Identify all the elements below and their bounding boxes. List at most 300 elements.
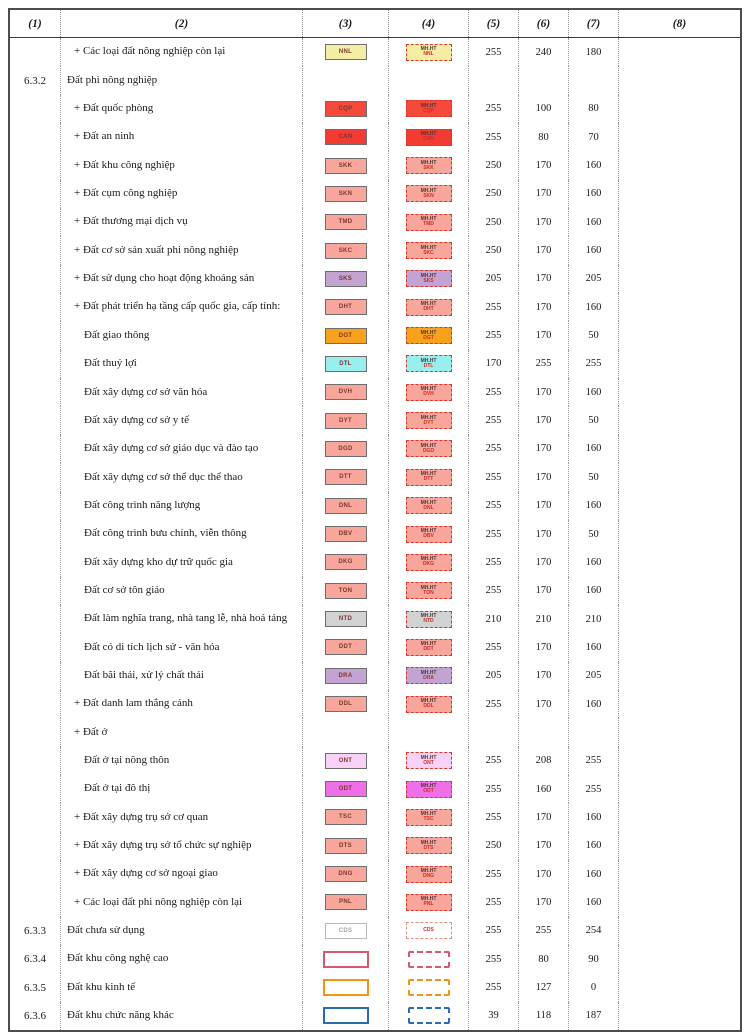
status-dashed-swatch (406, 384, 452, 401)
status-swatch-cell (388, 321, 468, 349)
blue-value: 160 (568, 293, 618, 321)
status-overlay-label: MH.HT (420, 301, 437, 308)
status-code-label: ODT (423, 788, 434, 795)
land-type-cell (60, 123, 302, 151)
red-value: 255 (468, 520, 518, 548)
land-type-cell (60, 888, 302, 916)
status-dashed-swatch (406, 327, 452, 344)
land-type-cell (60, 151, 302, 179)
green-value: 100 (518, 95, 568, 123)
status-code-label: DTS (423, 844, 434, 851)
color-swatch-cell (302, 520, 388, 548)
status-overlay-label: MH.HT (420, 669, 437, 676)
land-type-name: Đất cơ sở tôn giáo (84, 583, 165, 596)
color-swatch-cell (302, 860, 388, 888)
status-dashed-swatch (406, 781, 452, 798)
blue-value: 160 (568, 832, 618, 860)
status-dashed-swatch (406, 129, 452, 146)
status-code-label: NNL (423, 51, 434, 58)
status-swatch-cell (388, 917, 468, 945)
status-code-label: DGT (423, 334, 434, 341)
color-swatch-cell (302, 1002, 388, 1030)
color-swatch-cell (302, 463, 388, 491)
land-type-name: + Đất phát triển hạ tầng cấp quốc gia, cấp tỉnh: (74, 300, 281, 313)
color-swatch: DVH (325, 384, 367, 400)
notes-cell (618, 406, 740, 434)
status-dashed-swatch (406, 44, 452, 61)
land-type-name: Đất phi nông nghiệp (67, 73, 158, 86)
notes-cell (618, 66, 740, 94)
red-value: 255 (468, 548, 518, 576)
blue-value: 160 (568, 690, 618, 718)
green-value: 255 (518, 350, 568, 378)
color-swatch-cell (302, 662, 388, 690)
notes-cell (618, 378, 740, 406)
status-code-label: TMD (423, 221, 434, 228)
status-dashed-swatch (406, 554, 452, 571)
blue-value: 50 (568, 463, 618, 491)
status-dashed-swatch (406, 526, 452, 543)
land-type-name: + Đất an ninh (74, 130, 135, 143)
row-number (10, 463, 60, 491)
blue-value: 254 (568, 917, 618, 945)
land-type-name: + Đất thương mại dịch vụ (74, 215, 188, 228)
color-swatch-cell (302, 945, 388, 973)
status-swatch-cell (388, 605, 468, 633)
status-swatch-cell (388, 378, 468, 406)
land-type-cell (60, 350, 302, 378)
status-dashed-swatch (406, 355, 452, 372)
status-code-label: DKG (422, 561, 435, 568)
land-type-name: Đất thuỷ lợi (84, 357, 137, 370)
green-value: 127 (518, 973, 568, 1001)
land-type-cell (60, 208, 302, 236)
status-swatch-cell (388, 747, 468, 775)
table-header-row (10, 10, 740, 38)
status-overlay-label: MH.HT (420, 641, 437, 648)
column-header-5: (5) (468, 10, 518, 37)
red-value: 250 (468, 208, 518, 236)
land-type-cell (60, 577, 302, 605)
row-number (10, 435, 60, 463)
color-swatch: DRA (325, 668, 367, 684)
notes-cell (618, 208, 740, 236)
green-value: 255 (518, 917, 568, 945)
land-type-name: + Các loại đất phi nông nghiệp còn lại (74, 895, 243, 908)
status-swatch-cell (388, 463, 468, 491)
notes-cell (618, 1002, 740, 1030)
land-type-cell (60, 406, 302, 434)
blue-value: 160 (568, 803, 618, 831)
color-swatch: CDS (325, 923, 367, 939)
color-swatch: DNG (325, 866, 367, 882)
color-swatch-cell (302, 236, 388, 264)
status-code-label: DHT (423, 306, 434, 313)
color-swatch: SKN (325, 186, 367, 202)
table-row (10, 123, 740, 151)
color-swatch: DGD (325, 441, 367, 457)
row-number (10, 832, 60, 860)
blue-value: 0 (568, 973, 618, 1001)
land-type-cell (60, 321, 302, 349)
blue-value: 80 (568, 95, 618, 123)
color-swatch-cell (302, 321, 388, 349)
land-type-cell (60, 66, 302, 94)
column-header-3: (3) (302, 10, 388, 37)
land-type-cell (60, 917, 302, 945)
status-dashed-swatch (406, 894, 452, 911)
status-code-label: SKC (423, 249, 434, 256)
status-overlay-label: MH.HT (420, 357, 437, 364)
status-overlay-label: MH.HT (420, 584, 437, 591)
row-number: 6.3.6 (24, 1009, 46, 1022)
status-dashed-swatch (406, 157, 452, 174)
land-type-cell (60, 265, 302, 293)
status-swatch-cell (388, 208, 468, 236)
notes-cell (618, 747, 740, 775)
green-value: 170 (518, 832, 568, 860)
land-type-cell (60, 38, 302, 66)
land-type-name: + Các loại đất nông nghiệp còn lại (74, 45, 226, 58)
color-swatch-cell (302, 293, 388, 321)
status-code-label: NTD (423, 618, 434, 625)
blue-value: 160 (568, 633, 618, 661)
status-overlay-label: MH.HT (420, 46, 437, 53)
color-swatch-cell (302, 38, 388, 66)
land-type-name: + Đất xây dựng cơ sở ngoại giao (74, 867, 218, 880)
notes-cell (618, 435, 740, 463)
color-swatch: ONT (325, 753, 367, 769)
status-swatch-cell (388, 1002, 468, 1030)
green-value: 170 (518, 548, 568, 576)
status-code-label: DYT (423, 419, 434, 426)
green-value: 160 (518, 775, 568, 803)
color-swatch: TON (325, 583, 367, 599)
table-row (10, 1002, 740, 1030)
outline-dashed-swatch (408, 1007, 450, 1024)
notes-cell (618, 95, 740, 123)
status-overlay-label: MH.HT (420, 499, 437, 506)
row-number: 6.3.4 (24, 953, 46, 966)
outline-swatch (323, 1007, 369, 1024)
color-swatch-cell (302, 435, 388, 463)
color-swatch-cell (302, 832, 388, 860)
color-swatch-cell (302, 577, 388, 605)
status-swatch-cell (388, 492, 468, 520)
land-type-name: Đất xây dựng cơ sở thể dục thể thao (84, 470, 243, 483)
column-header-4: (4) (388, 10, 468, 37)
notes-cell (618, 775, 740, 803)
status-overlay-label: MH.HT (420, 442, 437, 449)
status-swatch-cell (388, 151, 468, 179)
land-type-cell (60, 1002, 302, 1030)
status-swatch-cell (388, 577, 468, 605)
row-number: 6.3.3 (24, 924, 46, 937)
table-row (10, 662, 740, 690)
status-dashed-swatch (406, 667, 452, 684)
status-dashed-swatch (406, 866, 452, 883)
red-value: 39 (468, 1002, 518, 1030)
color-swatch-cell (302, 747, 388, 775)
status-overlay-label: MH.HT (420, 811, 437, 818)
status-code-label: CAN (423, 136, 434, 143)
land-type-cell (60, 95, 302, 123)
table-row (10, 832, 740, 860)
green-value: 208 (518, 747, 568, 775)
notes-cell (618, 577, 740, 605)
status-code-label: DNL (423, 504, 434, 511)
row-number (10, 605, 60, 633)
status-code-label: DDL (423, 703, 434, 710)
status-code-label: ONT (423, 759, 434, 766)
color-swatch-cell (302, 66, 388, 94)
status-code-label: DRA (423, 674, 434, 681)
land-type-name: Đất khu kinh tế (67, 980, 136, 993)
color-swatch: DDT (325, 639, 367, 655)
land-type-cell (60, 293, 302, 321)
status-overlay-label: MH.HT (420, 839, 437, 846)
status-code-label: DTL (423, 362, 434, 369)
color-swatch-cell (302, 973, 388, 1001)
land-type-cell (60, 548, 302, 576)
notes-cell (618, 321, 740, 349)
row-number (10, 860, 60, 888)
status-overlay-label: MH.HT (420, 754, 437, 761)
table-row (10, 180, 740, 208)
notes-cell (618, 293, 740, 321)
green-value (518, 66, 568, 94)
notes-cell (618, 151, 740, 179)
row-number (10, 151, 60, 179)
land-type-cell (60, 605, 302, 633)
land-type-name: + Đất quốc phòng (74, 102, 154, 115)
blue-value: 205 (568, 662, 618, 690)
land-type-name: + Đất xây dựng trụ sở cơ quan (74, 810, 209, 823)
table-row (10, 718, 740, 746)
status-code-label: DDT (423, 646, 434, 653)
color-swatch-cell (302, 548, 388, 576)
red-value: 255 (468, 888, 518, 916)
land-type-cell (60, 492, 302, 520)
status-code-label: DVH (423, 391, 434, 398)
land-type-name: Đất khu công nghệ cao (67, 952, 169, 965)
status-overlay-label: MH.HT (420, 102, 437, 109)
outline-swatch (323, 979, 369, 996)
green-value: 170 (518, 180, 568, 208)
notes-cell (618, 548, 740, 576)
status-dashed-swatch (406, 100, 452, 117)
status-dashed-swatch (406, 270, 452, 287)
row-number (10, 350, 60, 378)
column-header-6: (6) (518, 10, 568, 37)
table-row (10, 803, 740, 831)
row-number (10, 378, 60, 406)
red-value: 255 (468, 38, 518, 66)
notes-cell (618, 917, 740, 945)
notes-cell (618, 973, 740, 1001)
green-value: 170 (518, 492, 568, 520)
table-row (10, 577, 740, 605)
land-type-cell (60, 718, 302, 746)
land-type-cell (60, 378, 302, 406)
status-swatch-cell (388, 860, 468, 888)
notes-cell (618, 236, 740, 264)
status-overlay-label: MH.HT (420, 556, 437, 563)
red-value: 255 (468, 917, 518, 945)
land-type-cell (60, 832, 302, 860)
land-type-name: Đất xây dựng cơ sở văn hóa (84, 385, 208, 398)
row-number (10, 548, 60, 576)
blue-value: 180 (568, 38, 618, 66)
color-swatch: TMD (325, 214, 367, 230)
table-row (10, 605, 740, 633)
green-value: 170 (518, 463, 568, 491)
land-type-name: Đất xây dựng cơ sở giáo dục và đào tạo (84, 442, 259, 455)
table-row (10, 66, 740, 94)
color-swatch-cell (302, 803, 388, 831)
notes-cell (618, 945, 740, 973)
blue-value: 160 (568, 860, 618, 888)
red-value: 255 (468, 860, 518, 888)
land-type-name: + Đất ở (74, 725, 108, 738)
status-overlay-label: MH.HT (420, 471, 437, 478)
status-dashed-swatch (406, 922, 452, 939)
status-overlay-label: MH.HT (420, 528, 437, 535)
notes-cell (618, 633, 740, 661)
land-type-name: Đất công trình năng lượng (84, 498, 201, 511)
row-number (10, 775, 60, 803)
table-row (10, 151, 740, 179)
color-swatch-cell (302, 633, 388, 661)
status-dashed-swatch (406, 611, 452, 628)
blue-value: 160 (568, 180, 618, 208)
color-swatch-cell (302, 208, 388, 236)
table-row (10, 888, 740, 916)
row-number (10, 803, 60, 831)
blue-value: 210 (568, 605, 618, 633)
status-swatch-cell (388, 832, 468, 860)
status-swatch-cell (388, 718, 468, 746)
color-swatch-cell (302, 775, 388, 803)
color-swatch: DGT (325, 328, 367, 344)
row-number (10, 662, 60, 690)
status-swatch-cell (388, 265, 468, 293)
land-type-cell (60, 435, 302, 463)
blue-value: 160 (568, 378, 618, 406)
status-swatch-cell (388, 180, 468, 208)
land-type-name: + Đất xây dựng trụ sở tổ chức sự nghiệp (74, 839, 252, 852)
status-swatch-cell (388, 95, 468, 123)
status-overlay-label: MH.HT (420, 272, 437, 279)
status-swatch-cell (388, 123, 468, 151)
notes-cell (618, 860, 740, 888)
color-swatch: SKK (325, 158, 367, 174)
status-overlay-label: MH.HT (420, 329, 437, 336)
table-row (10, 321, 740, 349)
outline-dashed-swatch (408, 951, 450, 968)
color-swatch-cell (302, 888, 388, 916)
color-swatch-cell (302, 917, 388, 945)
status-swatch-cell (388, 520, 468, 548)
notes-cell (618, 492, 740, 520)
table-row (10, 548, 740, 576)
land-type-name: Đất làm nghĩa trang, nhà tang lễ, nhà hoá táng (84, 612, 288, 625)
land-type-name: Đất công trình bưu chính, viễn thông (84, 527, 247, 540)
blue-value: 187 (568, 1002, 618, 1030)
red-value: 255 (468, 463, 518, 491)
land-type-cell (60, 633, 302, 661)
status-dashed-swatch (406, 639, 452, 656)
column-header-2: (2) (60, 10, 302, 37)
blue-value: 160 (568, 577, 618, 605)
green-value (518, 718, 568, 746)
row-number (10, 293, 60, 321)
table-row (10, 775, 740, 803)
color-swatch: DTL (325, 356, 367, 372)
green-value: 170 (518, 151, 568, 179)
color-swatch: CQP (325, 101, 367, 117)
notes-cell (618, 38, 740, 66)
red-value: 255 (468, 321, 518, 349)
status-dashed-swatch (406, 242, 452, 259)
status-dashed-swatch (406, 440, 452, 457)
red-value: 255 (468, 690, 518, 718)
green-value: 170 (518, 406, 568, 434)
status-swatch-cell (388, 690, 468, 718)
notes-cell (618, 803, 740, 831)
land-type-name: Đất khu chức năng khác (67, 1009, 174, 1022)
table-row (10, 520, 740, 548)
status-swatch-cell (388, 293, 468, 321)
table-row (10, 95, 740, 123)
table-row (10, 917, 740, 945)
land-type-name: + Đất danh lam thắng cảnh (74, 697, 193, 710)
notes-cell (618, 662, 740, 690)
green-value: 170 (518, 577, 568, 605)
green-value: 80 (518, 123, 568, 151)
red-value (468, 718, 518, 746)
table-row (10, 690, 740, 718)
land-type-cell (60, 236, 302, 264)
blue-value: 50 (568, 321, 618, 349)
green-value: 170 (518, 435, 568, 463)
table-row (10, 945, 740, 973)
green-value: 170 (518, 662, 568, 690)
land-type-name: + Đất sử dụng cho hoạt động khoáng sản (74, 272, 255, 285)
blue-value: 160 (568, 236, 618, 264)
land-type-name: Đất xây dựng cơ sở y tế (84, 413, 189, 426)
row-number (10, 633, 60, 661)
status-overlay-label: MH.HT (420, 868, 437, 875)
notes-cell (618, 520, 740, 548)
status-dashed-swatch (406, 497, 452, 514)
table-row (10, 435, 740, 463)
red-value (468, 66, 518, 94)
red-value: 250 (468, 236, 518, 264)
land-type-cell (60, 520, 302, 548)
row-number: 6.3.5 (24, 981, 46, 994)
color-swatch-cell (302, 605, 388, 633)
row-number (10, 236, 60, 264)
status-overlay-label: MH.HT (420, 244, 437, 251)
color-swatch-cell (302, 378, 388, 406)
table-row (10, 406, 740, 434)
status-swatch-cell (388, 406, 468, 434)
status-code-label: TSC (423, 816, 434, 823)
column-header-7: (7) (568, 10, 618, 37)
status-dashed-swatch (406, 299, 452, 316)
color-swatch: DNL (325, 498, 367, 514)
